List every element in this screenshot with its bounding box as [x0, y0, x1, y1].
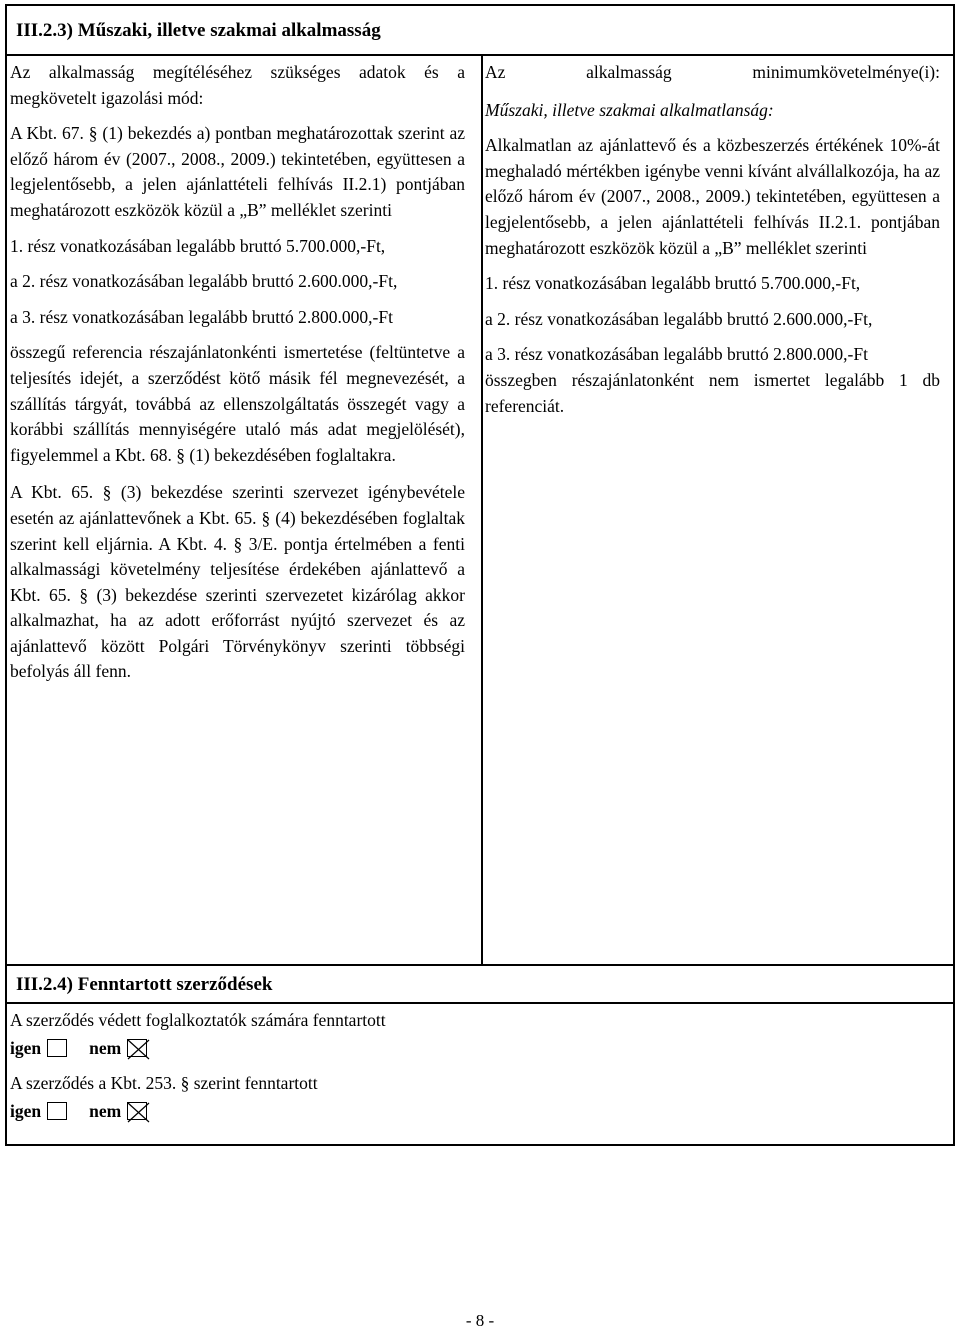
left-intro: Az alkalmasság megítéléséhez szükséges adatok és a megkövetelt igazolási mód: — [10, 62, 465, 108]
no-checkbox[interactable] — [127, 1039, 147, 1057]
column-divider — [481, 56, 483, 964]
yes-checkbox[interactable] — [47, 1102, 67, 1120]
left-column — [10, 60, 465, 685]
right-intro: Az alkalmasság minimumkövetelménye(i): — [485, 62, 940, 82]
reserved-item-2-options — [10, 1096, 710, 1126]
right-part-2: a 2. rész vonatkozásában legalább bruttó 2.600.000,-Ft, — [485, 308, 873, 329]
page-number: - 8 - — [465, 1311, 495, 1330]
yes-label: igen — [10, 1100, 42, 1121]
no-label: nem — [89, 1037, 122, 1058]
no-label: nem — [89, 1100, 122, 1121]
left-main-text: A Kbt. 67. § (1) bekezdés a) pontban meghatározottak szerint az előző három év (2007., 2008., 2009.) tekintetében, együttesen a legjelentősebb, a jelen ajánlattételi felhívás II.2.1) pontjában meghatározott eszközök közül a „B” melléklet szerinti — [10, 123, 465, 220]
left-part-3: a 3. rész vonatkozásában legalább bruttó 2.800.000,-Ft — [10, 306, 393, 327]
section-3-title: III.2.3) Műszaki, illetve szakmai alkalmasság — [7, 6, 953, 56]
left-part-1: 1. rész vonatkozásában legalább bruttó 5.700.000,-Ft, — [10, 235, 386, 256]
right-main-text: Alkalmatlan az ajánlattevő és a közbeszerzés értékének 10%-át meghaladó mértékben igénybe venni kívánt alvállalkozója, ha az előző három év (2007., 2008., 2009.) tekintetében, együttesen a legjelentősebb, a jelen ajánlattételi felhívás II.2.1. pontjában meghatározott eszközök közül a „B” melléklet szerinti — [485, 135, 940, 258]
reserved-contracts — [10, 1008, 710, 1126]
section-4-title: III.2.4) Fenntartott szerződések — [7, 964, 953, 1004]
checked-x-icon — [127, 1102, 150, 1123]
checked-x-icon — [127, 1039, 150, 1060]
yes-label: igen — [10, 1037, 42, 1058]
left-summary: összegű referencia részajánlatonkénti ismertetése (feltüntetve a teljesítés idejét, a szerződést kötő másik fél megnevezését, a szállítás tárgyát, továbbá az ellenszolgáltatás összegét vagy a korábbi szállítás mennyiségére utaló más adat megjelölését), figyelemmel a Kbt. 68. § (1) bekezdésében foglaltakra. — [10, 342, 465, 465]
right-summary: összegben részajánlatonként nem ismertet legalább 1 db referenciát. — [485, 369, 940, 416]
reserved-item-1-options — [10, 1033, 710, 1063]
left-note: A Kbt. 65. § (3) bekezdése szerinti szervezet igénybevétele esetén az ajánlattevőnek a Kbt. 65. § (4) bekezdésében foglaltak szerint kell eljárnia. A Kbt. 4. § 3/E. pontja értelmében a fenti alkalmassági követelmény teljesítése érdekében ajánlattevő a Kbt. 65. § (3) bekezdése szerinti szervezetet kizárólag akkor alkalmazhat, ha az adott erőforrást nyújtó szervezet és az ajánlattevő között Polgári Törvénykönyv szerinti többségi befolyás áll fenn. — [10, 482, 465, 682]
right-part-3: a 3. rész vonatkozásában legalább bruttó 2.800.000,-Ft — [485, 344, 868, 365]
reserved-item-2-text: A szerződés a Kbt. 253. § szerint fenntartott — [10, 1073, 318, 1093]
right-subtitle: Műszaki, illetve szakmai alkalmatlanság: — [485, 99, 774, 120]
no-checkbox[interactable] — [127, 1102, 147, 1120]
yes-checkbox[interactable] — [47, 1039, 67, 1057]
right-part-1: 1. rész vonatkozásában legalább bruttó 5.700.000,-Ft, — [485, 273, 861, 294]
reserved-item-1-text: A szerződés védett foglalkoztatók számára fenntartott — [10, 1010, 386, 1030]
right-column — [485, 60, 940, 419]
left-part-2: a 2. rész vonatkozásában legalább bruttó 2.600.000,-Ft, — [10, 271, 398, 292]
